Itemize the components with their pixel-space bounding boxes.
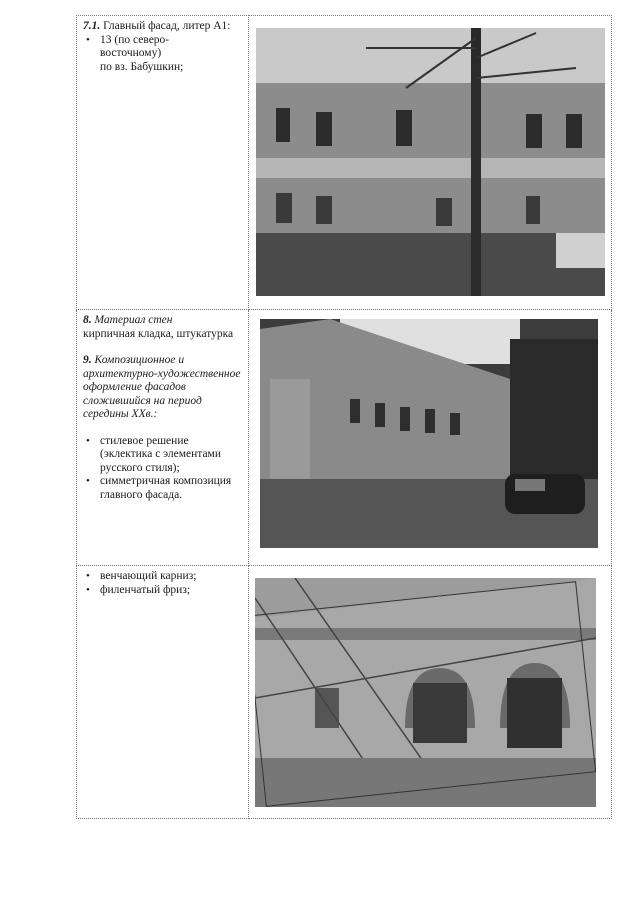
bullet-text-continued: восточному) — [100, 47, 162, 59]
bullet-list — [83, 570, 242, 597]
composition-title: Композиционное и архитектурно-художественное оформление фасадов сложившийся на период середины ХХв.: — [83, 354, 241, 420]
bullet-icon: • — [86, 570, 90, 582]
composition-number: 9. — [83, 354, 92, 366]
bullet-icon: • — [86, 475, 90, 487]
composition-heading — [83, 354, 242, 422]
bullet-text: симметричная композиция главного фасада. — [100, 475, 232, 501]
material-title: Материал стен — [94, 314, 173, 326]
list-item — [83, 34, 242, 61]
text-cell — [77, 16, 249, 310]
bullet-icon: • — [86, 33, 90, 46]
text-cell — [77, 310, 249, 566]
table-row — [77, 566, 612, 819]
table-row — [77, 310, 612, 566]
facade-description-table — [76, 15, 612, 819]
bullet-icon: • — [86, 583, 90, 596]
building-facade-photo — [256, 28, 605, 296]
list-item — [83, 570, 242, 584]
list-item — [83, 435, 242, 476]
bullet-continuation: по вз. Бабушкин; — [100, 60, 184, 73]
bullet-list — [83, 435, 242, 503]
material-value: кирпичная кладка, штукатурка — [83, 327, 234, 340]
building-street-photo — [260, 319, 598, 548]
heading-number: 7.1. — [83, 20, 101, 32]
photo-cell — [249, 566, 612, 819]
photo-cell — [249, 310, 612, 566]
list-item — [83, 475, 242, 502]
bullet-text: 13 (по северо- — [100, 33, 170, 46]
text-cell — [77, 566, 249, 819]
photo-cell — [249, 16, 612, 310]
bullet-text: филенчатый фриз; — [100, 583, 191, 596]
bullet-text: стилевое решение (эклектика с элементами русского стиля); — [100, 434, 221, 474]
heading-text: Главный фасад, литер А1: — [103, 20, 231, 32]
photo-frame-outline — [255, 581, 596, 807]
material-number: 8. — [83, 314, 92, 326]
list-item — [83, 584, 242, 598]
bullet-list — [83, 34, 242, 61]
bullet-text: венчающий карниз; — [100, 570, 197, 582]
material-heading — [83, 314, 242, 328]
heading-7-1 — [83, 20, 242, 34]
table-row — [77, 16, 612, 310]
bullet-icon: • — [86, 434, 90, 447]
facade-detail-photo — [255, 578, 596, 807]
